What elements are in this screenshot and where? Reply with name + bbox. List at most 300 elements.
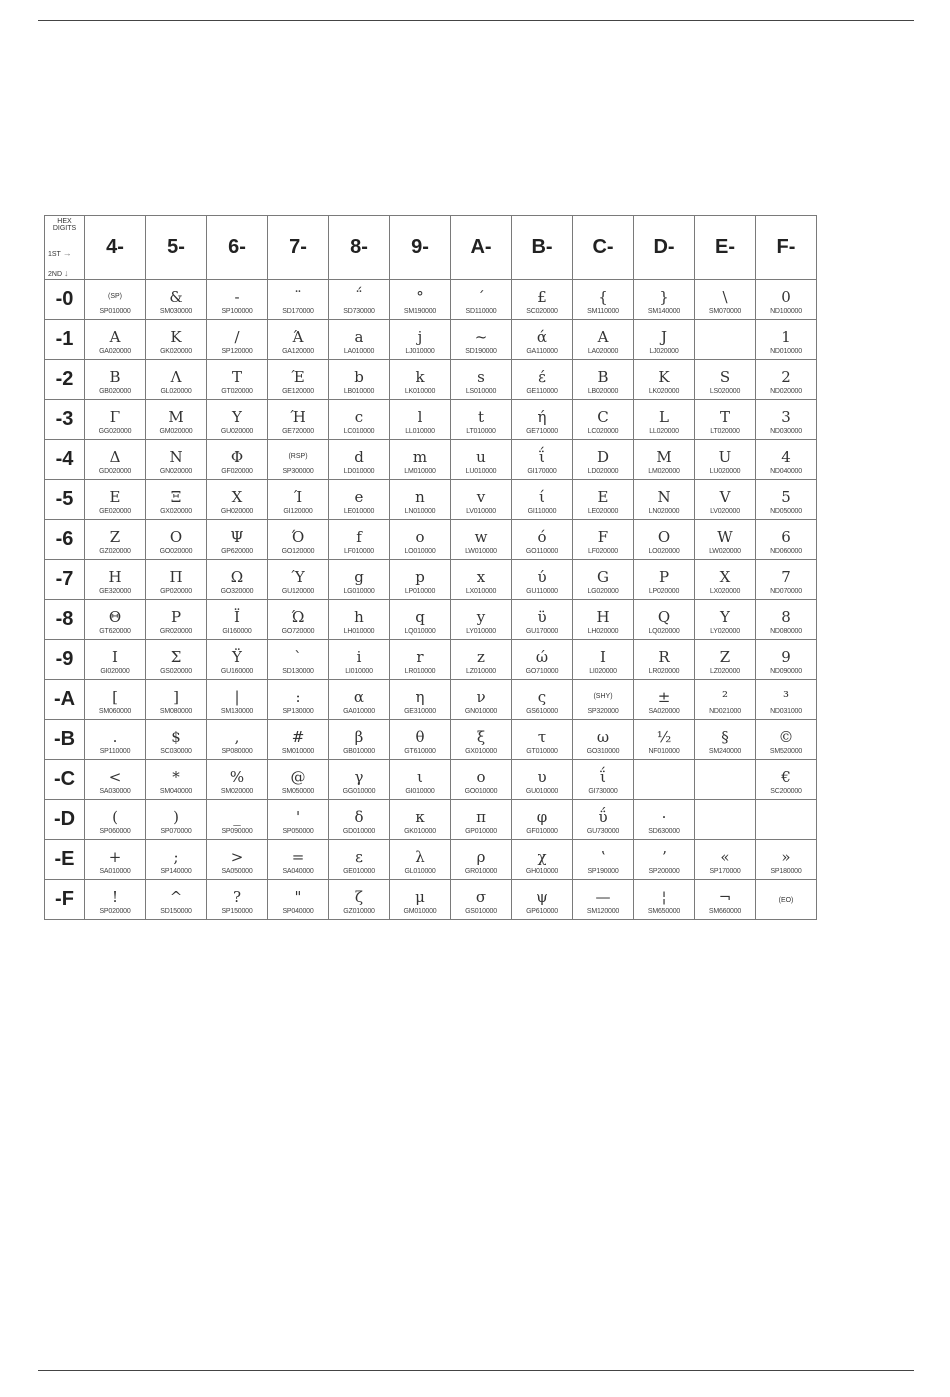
code-cell: [512, 800, 573, 840]
cell-glyph: >: [230, 847, 244, 866]
cell-gcgid: GU120000: [281, 587, 315, 595]
cell-glyph: [: [112, 687, 118, 706]
code-cell: [268, 400, 329, 440]
cell-glyph: ½: [656, 727, 672, 746]
cell-glyph: ©: [778, 727, 794, 746]
cell-gcgid: SD150000: [160, 907, 192, 915]
cell-gcgid: LC020000: [587, 427, 619, 435]
cell-gcgid: LK010000: [404, 387, 436, 395]
code-cell: [695, 880, 756, 920]
cell-gcgid: SP120000: [221, 347, 253, 355]
cell-gcgid: GA010000: [343, 707, 375, 715]
cell-glyph: Η: [108, 567, 122, 586]
cell-glyph: X: [719, 567, 731, 586]
table-row: [45, 360, 817, 400]
cell-gcgid: ND021000: [709, 707, 741, 715]
table-row: [45, 640, 817, 680]
row-header: -8: [45, 600, 85, 640]
code-cell: [390, 800, 451, 840]
cell-glyph: υ: [537, 767, 547, 786]
column-header: C-: [573, 216, 634, 280]
cell-glyph: E: [597, 487, 609, 506]
second-digit-label: 2ND ↓: [48, 268, 69, 278]
code-cell: [634, 440, 695, 480]
code-cell: [207, 880, 268, 920]
column-header: B-: [512, 216, 573, 280]
cell-gcgid: GK010000: [404, 827, 436, 835]
code-cell: [146, 320, 207, 360]
cell-gcgid: GT020000: [221, 387, 253, 395]
cell-gcgid: SD730000: [343, 307, 375, 315]
cell-glyph: ό: [537, 527, 547, 546]
cell-gcgid: ND020000: [770, 387, 802, 395]
cell-gcgid: LZ010000: [466, 667, 496, 675]
cell-glyph: Ά: [292, 327, 304, 346]
cell-gcgid: SM060000: [98, 707, 132, 715]
cell-gcgid: GB020000: [99, 387, 131, 395]
row-header: -F: [45, 880, 85, 920]
cell-glyph: i: [356, 647, 362, 666]
cell-glyph: u: [476, 447, 486, 466]
cell-gcgid: SP070000: [160, 827, 192, 835]
cell-gcgid: LU010000: [465, 467, 497, 475]
code-cell: [329, 320, 390, 360]
code-cell: [207, 600, 268, 640]
code-cell: [573, 840, 634, 880]
cell-gcgid: SM650000: [647, 907, 681, 915]
cell-gcgid: GI010000: [405, 787, 435, 795]
code-cell: [85, 280, 146, 320]
code-cell: [756, 680, 817, 720]
code-cell: [512, 360, 573, 400]
cell-glyph: γ: [354, 767, 364, 786]
cell-gcgid: GE310000: [404, 707, 436, 715]
cell-glyph: Ϊ: [234, 607, 240, 626]
cell-glyph: 3: [781, 407, 791, 426]
cell-gcgid: LH010000: [343, 627, 375, 635]
cell-glyph: s: [477, 367, 485, 386]
corner-legend: [45, 216, 85, 280]
cell-gcgid: GN010000: [464, 707, 498, 715]
cell-glyph: T: [719, 407, 730, 426]
cell-gcgid: GF010000: [526, 827, 558, 835]
column-header: D-: [634, 216, 695, 280]
cell-glyph: }: [659, 287, 669, 306]
cell-gcgid: LQ020000: [648, 627, 680, 635]
code-cell: [756, 280, 817, 320]
code-cell: [390, 400, 451, 440]
cell-glyph: [695, 772, 755, 790]
code-cell: [451, 280, 512, 320]
cell-glyph: !: [111, 887, 119, 906]
code-cell: [329, 720, 390, 760]
code-cell: [634, 760, 695, 800]
cell-glyph: q: [415, 607, 425, 626]
cell-gcgid: GB010000: [343, 747, 375, 755]
code-cell: [512, 520, 573, 560]
cell-glyph: ʽ: [600, 847, 606, 866]
cell-gcgid: LM020000: [648, 467, 680, 475]
code-cell: [268, 720, 329, 760]
cell-glyph: θ: [415, 727, 425, 746]
cell-gcgid: SA020000: [648, 707, 680, 715]
cell-glyph: m: [412, 447, 428, 466]
cell-glyph: ¦: [661, 887, 667, 906]
cell-gcgid: GU110000: [526, 587, 558, 595]
cell-gcgid: GO020000: [159, 547, 193, 555]
cell-glyph: Ω: [230, 567, 244, 586]
cell-gcgid: LF020000: [588, 547, 618, 555]
code-cell: [146, 280, 207, 320]
column-header: 4-: [85, 216, 146, 280]
code-cell: [695, 680, 756, 720]
code-cell: [756, 600, 817, 640]
row-header: -6: [45, 520, 85, 560]
code-cell: [695, 400, 756, 440]
cell-gcgid: GU020000: [220, 427, 254, 435]
cell-glyph: ρ: [476, 847, 486, 866]
cell-glyph: p: [415, 567, 425, 586]
column-header: 9-: [390, 216, 451, 280]
cell-glyph: L: [659, 407, 669, 426]
code-cell: [451, 360, 512, 400]
code-cell: [207, 360, 268, 400]
code-cell: [146, 600, 207, 640]
cell-glyph: ;: [173, 847, 179, 866]
cell-glyph: [695, 332, 755, 350]
cell-glyph: Ξ: [170, 487, 182, 506]
code-cell: [207, 520, 268, 560]
cell-gcgid: LT020000: [710, 427, 740, 435]
cell-glyph: ά: [536, 327, 548, 346]
code-cell: [85, 440, 146, 480]
code-cell: [756, 360, 817, 400]
code-cell: [756, 760, 817, 800]
code-cell: [512, 480, 573, 520]
code-cell: [634, 360, 695, 400]
code-cell: [207, 560, 268, 600]
cell-gcgid: SM240000: [708, 747, 742, 755]
code-cell: [329, 360, 390, 400]
code-cell: [695, 360, 756, 400]
cell-glyph: a: [354, 327, 364, 346]
cell-gcgid: SP150000: [221, 907, 253, 915]
cell-glyph: V: [719, 487, 731, 506]
cell-gcgid: LR020000: [648, 667, 680, 675]
code-cell: [146, 520, 207, 560]
code-cell: [695, 720, 756, 760]
code-cell: [573, 440, 634, 480]
code-cell: [207, 440, 268, 480]
code-cell: [390, 280, 451, 320]
cell-glyph: <: [108, 767, 122, 786]
cell-gcgid: GA110000: [526, 347, 558, 355]
row-header: -C: [45, 760, 85, 800]
table-row: [45, 560, 817, 600]
code-cell: [634, 800, 695, 840]
cell-gcgid: LU020000: [709, 467, 741, 475]
column-header: 7-: [268, 216, 329, 280]
cell-glyph: δ: [354, 807, 364, 826]
cell-gcgid: LG020000: [587, 587, 619, 595]
cell-gcgid: GU160000: [220, 667, 254, 675]
code-cell: [146, 480, 207, 520]
code-cell: [85, 320, 146, 360]
code-cell: [268, 560, 329, 600]
table-row: [45, 880, 817, 920]
code-cell: [573, 480, 634, 520]
cell-gcgid: GM010000: [403, 907, 437, 915]
code-cell: [695, 480, 756, 520]
table-row: [45, 840, 817, 880]
cell-gcgid: GP020000: [160, 587, 192, 595]
code-cell: [573, 360, 634, 400]
table-row: [45, 600, 817, 640]
cell-glyph: g: [354, 567, 364, 586]
code-cell: [85, 800, 146, 840]
cell-gcgid: LH020000: [587, 627, 619, 635]
cell-glyph: Ψ: [230, 527, 244, 546]
cell-gcgid: SC020000: [526, 307, 558, 315]
cell-glyph: £: [537, 287, 547, 306]
code-cell: [512, 560, 573, 600]
cell-gcgid: SP090000: [221, 827, 253, 835]
cell-gcgid: SP010000: [99, 307, 131, 315]
code-cell: [207, 480, 268, 520]
cell-glyph: ²: [721, 687, 728, 706]
cell-glyph: °: [416, 287, 424, 306]
cell-gcgid: ND100000: [770, 307, 802, 315]
cell-gcgid: SA050000: [221, 867, 253, 875]
cell-glyph: `: [294, 647, 302, 666]
cell-glyph: 2: [781, 367, 791, 386]
cell-gcgid: GE710000: [526, 427, 558, 435]
code-cell: [390, 840, 451, 880]
cell-gcgid: SD110000: [465, 307, 497, 315]
cell-glyph: (SP): [108, 292, 122, 300]
cell-glyph: j: [417, 327, 423, 346]
row-header: -9: [45, 640, 85, 680]
cell-gcgid: GL010000: [404, 867, 436, 875]
code-cell: [329, 640, 390, 680]
cell-glyph: Α: [109, 327, 121, 346]
cell-glyph: ·: [661, 807, 667, 826]
code-cell: [85, 640, 146, 680]
cell-gcgid: SM660000: [708, 907, 742, 915]
cell-gcgid: SM120000: [586, 907, 620, 915]
code-cell: [268, 600, 329, 640]
cell-glyph: *: [172, 767, 180, 786]
cell-glyph: v: [476, 487, 486, 506]
code-cell: [573, 280, 634, 320]
code-cell: [329, 840, 390, 880]
code-cell: [634, 880, 695, 920]
cell-gcgid: GI730000: [588, 787, 618, 795]
cell-gcgid: GA120000: [282, 347, 314, 355]
code-cell: [451, 400, 512, 440]
code-cell: [85, 840, 146, 880]
cell-glyph: Ν: [169, 447, 183, 466]
cell-gcgid: LC010000: [343, 427, 375, 435]
cell-glyph: μ: [415, 887, 425, 906]
cell-gcgid: SM080000: [159, 707, 193, 715]
cell-glyph: f: [356, 527, 362, 546]
row-header: -5: [45, 480, 85, 520]
cell-glyph: K: [658, 367, 670, 386]
code-cell: [85, 720, 146, 760]
code-cell: [512, 680, 573, 720]
cell-glyph: G: [597, 567, 609, 586]
cell-gcgid: GD020000: [98, 467, 132, 475]
cell-glyph: Ρ: [170, 607, 182, 626]
column-header: A-: [451, 216, 512, 280]
cell-glyph: I: [600, 647, 606, 666]
cell-glyph: «: [720, 847, 730, 866]
cell-gcgid: GE010000: [343, 867, 375, 875]
cell-gcgid: LJ020000: [649, 347, 679, 355]
cell-glyph: S: [719, 367, 731, 386]
cell-glyph: P: [658, 567, 670, 586]
code-cell: [146, 440, 207, 480]
cell-gcgid: ND080000: [770, 627, 802, 635]
cell-glyph: Ο: [169, 527, 183, 546]
code-cell: [329, 440, 390, 480]
cell-glyph: κ: [415, 807, 425, 826]
cell-glyph: ξ: [476, 727, 486, 746]
cell-glyph: A: [597, 327, 609, 346]
cell-gcgid: GZ020000: [99, 547, 131, 555]
arrow-down-icon: ↓: [63, 268, 69, 278]
code-cell: [451, 480, 512, 520]
cell-glyph: B: [597, 367, 609, 386]
cell-glyph: ': [295, 807, 301, 826]
code-cell: [451, 600, 512, 640]
cell-gcgid: SM010000: [281, 747, 315, 755]
cell-gcgid: LI020000: [589, 667, 617, 675]
cell-gcgid: SP020000: [99, 907, 131, 915]
code-cell: [207, 400, 268, 440]
cell-gcgid: LI010000: [345, 667, 373, 675]
cell-glyph: Φ: [230, 447, 244, 466]
row-header: -3: [45, 400, 85, 440]
cell-glyph: &: [169, 287, 183, 306]
cell-gcgid: LB020000: [587, 387, 619, 395]
cell-gcgid: ND070000: [770, 587, 802, 595]
cell-gcgid: GO010000: [464, 787, 498, 795]
cell-glyph: ¨: [294, 287, 302, 306]
cell-glyph: |: [234, 687, 240, 706]
cell-gcgid: GD010000: [342, 827, 376, 835]
row-header: -B: [45, 720, 85, 760]
code-cell: [207, 680, 268, 720]
cell-gcgid: LD010000: [343, 467, 375, 475]
cell-glyph: ¬: [718, 887, 732, 906]
code-cell: [146, 800, 207, 840]
cell-glyph: z: [477, 647, 485, 666]
hex-digits-label: HEX DIGITS: [52, 218, 77, 232]
cell-glyph: Κ: [170, 327, 182, 346]
cell-glyph: 8: [781, 607, 791, 626]
cell-gcgid: ND030000: [770, 427, 802, 435]
code-cell: [85, 680, 146, 720]
top-rule: [38, 20, 914, 21]
cell-gcgid: GU730000: [586, 827, 620, 835]
cell-glyph: :: [295, 687, 301, 706]
code-cell: [695, 280, 756, 320]
cell-gcgid: SP140000: [160, 867, 192, 875]
code-cell: [390, 640, 451, 680]
code-cell: [634, 840, 695, 880]
code-page-table: [44, 215, 817, 920]
cell-gcgid: SC030000: [160, 747, 192, 755]
cell-gcgid: LY010000: [466, 627, 496, 635]
cell-gcgid: SP130000: [282, 707, 314, 715]
code-cell: [512, 320, 573, 360]
cell-gcgid: SP060000: [99, 827, 131, 835]
cell-gcgid: GI020000: [100, 667, 130, 675]
cell-gcgid: GR010000: [464, 867, 498, 875]
cell-gcgid: ND090000: [770, 667, 802, 675]
code-cell: [390, 760, 451, 800]
cell-gcgid: SM190000: [403, 307, 437, 315]
column-header: 8-: [329, 216, 390, 280]
cell-glyph: o: [415, 527, 425, 546]
cell-glyph: Γ: [109, 407, 121, 426]
cell-glyph: ΐ: [539, 447, 545, 466]
cell-glyph: π: [476, 807, 486, 826]
cell-gcgid: GU170000: [525, 627, 559, 635]
cell-glyph: \: [722, 287, 728, 306]
code-cell: [390, 560, 451, 600]
cell-gcgid: SP300000: [282, 467, 314, 475]
cell-gcgid: GU010000: [525, 787, 559, 795]
cell-gcgid: SC200000: [770, 787, 802, 795]
cell-gcgid: SM070000: [708, 307, 742, 315]
cell-glyph: Π: [169, 567, 183, 586]
cell-glyph: ΐ: [600, 767, 606, 786]
cell-gcgid: GM020000: [159, 427, 193, 435]
cell-gcgid: SP200000: [648, 867, 680, 875]
cell-glyph: [634, 772, 694, 790]
cell-gcgid: LO020000: [648, 547, 680, 555]
cell-glyph: +: [108, 847, 122, 866]
cell-gcgid: GO720000: [281, 627, 315, 635]
cell-glyph: ,: [234, 727, 240, 746]
bottom-rule: [38, 1370, 914, 1371]
cell-glyph: Ύ: [291, 567, 305, 586]
cell-glyph: ^: [169, 887, 183, 906]
cell-gcgid: LQ010000: [404, 627, 436, 635]
cell-glyph: Ζ: [109, 527, 121, 546]
cell-gcgid: SM520000: [769, 747, 803, 755]
code-cell: [146, 720, 207, 760]
code-cell: [451, 560, 512, 600]
cell-glyph: Ή: [290, 407, 306, 426]
code-cell: [146, 360, 207, 400]
code-cell: [756, 880, 817, 920]
cell-gcgid: LV020000: [710, 507, 740, 515]
table-row: [45, 280, 817, 320]
table-row: [45, 400, 817, 440]
cell-gcgid: GX010000: [465, 747, 497, 755]
cell-glyph: 5: [781, 487, 791, 506]
code-cell: [573, 720, 634, 760]
cell-gcgid: SP050000: [282, 827, 314, 835]
cell-glyph: /: [234, 327, 240, 346]
cell-gcgid: ND040000: [770, 467, 802, 475]
cell-gcgid: SA040000: [282, 867, 314, 875]
cell-glyph: Θ: [108, 607, 122, 626]
